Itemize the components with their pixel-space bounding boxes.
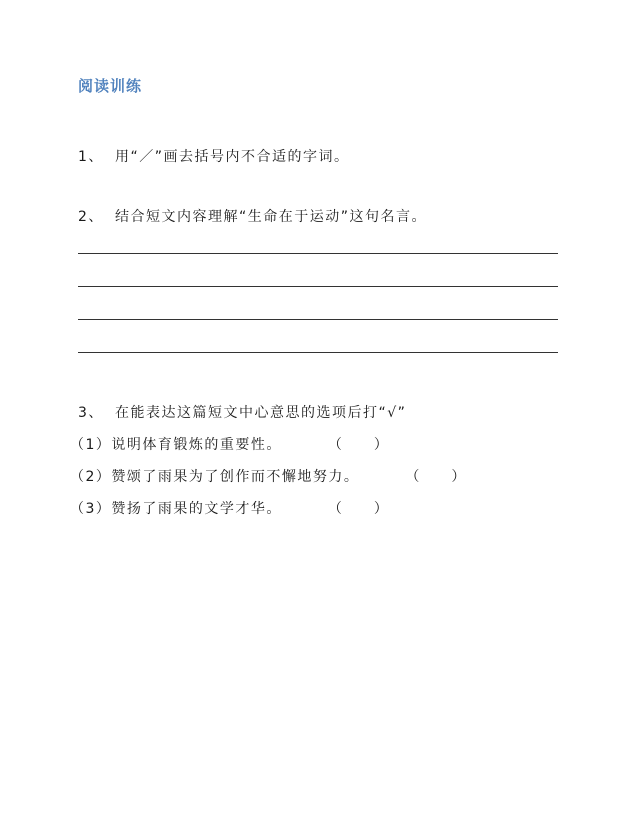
question-3-number: 3、	[78, 405, 104, 421]
question-2-number: 2、	[78, 209, 104, 225]
option-2	[70, 466, 465, 486]
option-3	[70, 498, 388, 518]
question-1	[78, 146, 350, 166]
answer-line-2[interactable]	[78, 286, 558, 287]
option-3-answer-box[interactable]: （ ）	[327, 501, 388, 517]
option-2-label: （2）赞颂了雨果为了创作而不懈地努力。	[70, 469, 360, 485]
option-1-answer-box[interactable]: （ ）	[327, 437, 388, 453]
answer-line-1[interactable]	[78, 253, 558, 254]
section-heading: 阅读训练	[78, 77, 143, 95]
option-1	[70, 434, 388, 454]
question-2-text: 结合短文内容理解“生命在于运动”这句名言。	[115, 209, 428, 225]
answer-line-4[interactable]	[78, 352, 558, 353]
question-3	[78, 402, 406, 422]
question-2	[78, 206, 427, 226]
question-1-number: 1、	[78, 149, 104, 165]
option-1-label: （1）说明体育锻炼的重要性。	[70, 437, 282, 453]
option-2-answer-box[interactable]: （ ）	[405, 469, 466, 485]
question-1-text: 用“／”画去括号内不合适的字词。	[115, 149, 350, 165]
option-3-label: （3）赞扬了雨果的文学才华。	[70, 501, 282, 517]
answer-line-3[interactable]	[78, 319, 558, 320]
question-3-text: 在能表达这篇短文中心意思的选项后打“√”	[115, 405, 407, 421]
